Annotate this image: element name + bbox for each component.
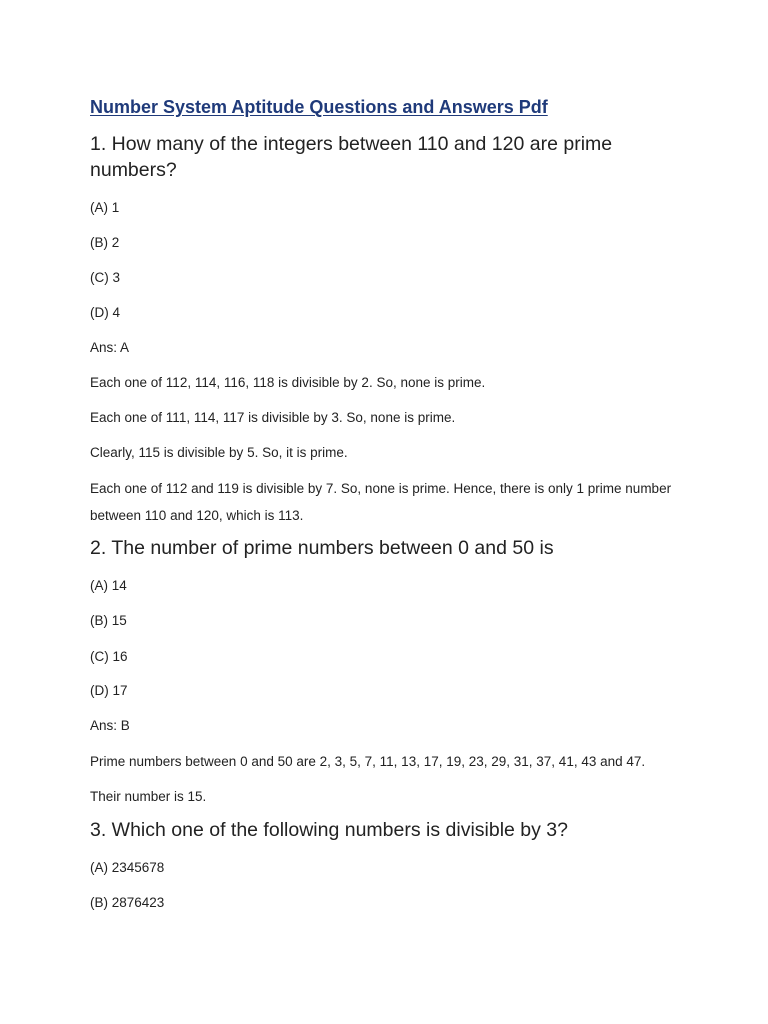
q1-explanation-line: Each one of 111, 114, 117 is divisible by 3. So, none is prime. [90, 410, 456, 425]
q3-option-b: (B) 2876423 [90, 895, 165, 910]
document-title-link[interactable]: Number System Aptitude Questions and Answers Pdf [90, 97, 548, 117]
q1-answer: Ans: A [90, 340, 130, 355]
q2-option-c: (C) 16 [90, 649, 128, 664]
q3-option-a: (A) 2345678 [90, 860, 165, 875]
question-2-text: 2. The number of prime numbers between 0 and 50 is [90, 537, 554, 559]
question-3-text: 3. Which one of the following numbers is divisible by 3? [90, 819, 568, 841]
question-1-text: 1. How many of the integers between 110 and 120 are prime numbers? [90, 133, 613, 181]
q2-explanation-line: Their number is 15. [90, 789, 207, 804]
q2-explanation-line: Prime numbers between 0 and 50 are 2, 3, 5, 7, 11, 13, 17, 19, 23, 29, 31, 37, 41, 43 and 47. [90, 754, 646, 769]
q1-explanation-line: Each one of 112 and 119 is divisible by 7. So, none is prime. Hence, there is only 1 prime number between 110 and 120, which is 113. [90, 481, 672, 523]
q2-option-a: (A) 14 [90, 578, 127, 593]
q2-option-b: (B) 15 [90, 613, 127, 628]
q1-explanation-line: Clearly, 115 is divisible by 5. So, it is prime. [90, 445, 348, 460]
q1-option-b: (B) 2 [90, 235, 120, 250]
q1-option-c: (C) 3 [90, 270, 120, 285]
q1-option-a: (A) 1 [90, 200, 120, 215]
q1-option-d: (D) 4 [90, 305, 120, 320]
q2-option-d: (D) 17 [90, 683, 128, 698]
q1-explanation-line: Each one of 112, 114, 116, 118 is divisible by 2. So, none is prime. [90, 375, 486, 390]
q2-answer: Ans: B [90, 718, 130, 733]
